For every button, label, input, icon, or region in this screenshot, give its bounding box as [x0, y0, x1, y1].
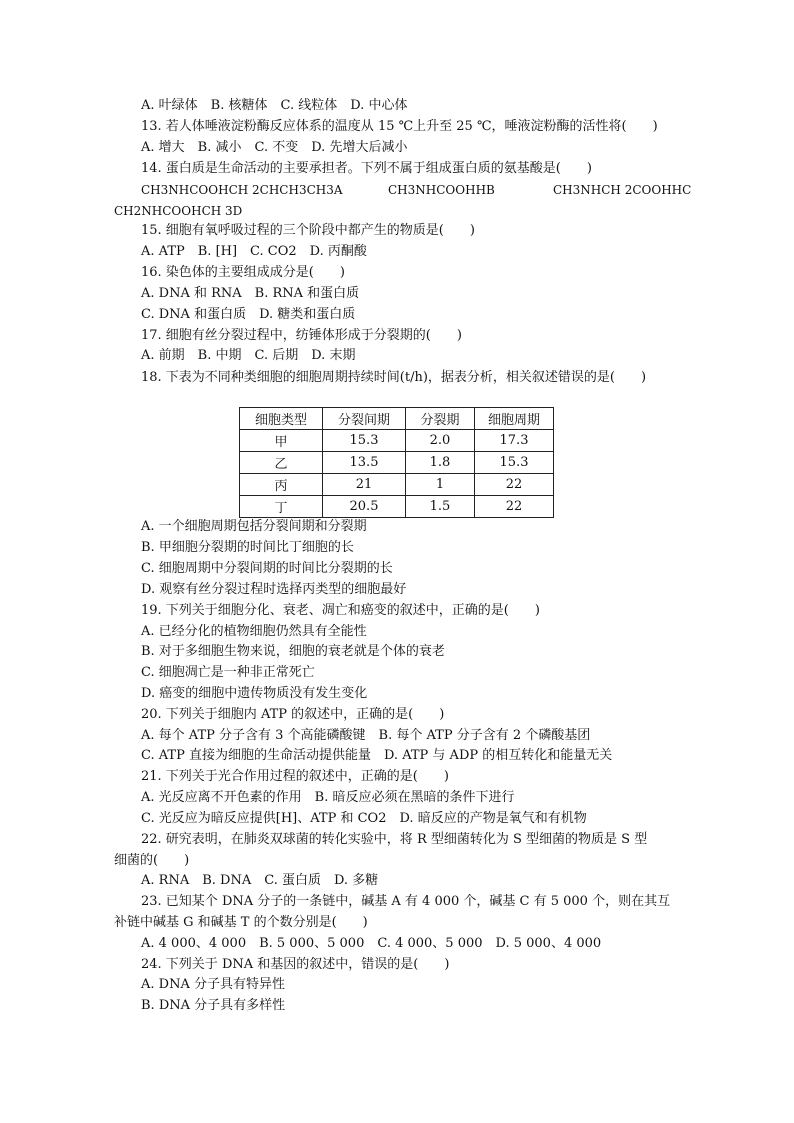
text-line: A. DNA 分子具有特异性 [141, 977, 285, 992]
table-cell: 1.5 [406, 496, 475, 518]
table-cell: 15.3 [475, 452, 554, 474]
text-line: A. 已经分化的植物细胞仍然具有全能性 [141, 624, 367, 639]
text-line: A. 每个 ATP 分子含有 3 个高能磷酸键 B. 每个 ATP 分子含有 2 个磷酸基团 [141, 728, 591, 743]
table-row [240, 496, 554, 518]
table-cell: 2.0 [406, 430, 475, 452]
text-line: A. 前期 B. 中期 C. 后期 D. 末期 [141, 348, 356, 363]
table-cell: 1.8 [406, 452, 475, 474]
text-line: A. 4 000、4 000 B. 5 000、5 000 C. 4 000、5 000 D. 5 000、4 000 [141, 936, 602, 951]
table-cell: 15.3 [323, 430, 406, 452]
text-line: A. RNA B. DNA C. 蛋白质 D. 多糖 [141, 873, 379, 888]
text-line: C. 光反应为暗反应提供[H]、ATP 和 CO2 D. 暗反应的产物是氧气和有机物 [141, 811, 587, 826]
question-23: 23. 已知某个 DNA 分子的一条链中，碱基 A 有 4 000 个，碱基 C 有 5 000 个，则在其互 [141, 894, 671, 909]
formula-d: CH2NHCOOHCH 3D [114, 204, 243, 218]
table-cell: 17.3 [475, 430, 554, 452]
table-cell: 22 [475, 474, 554, 496]
question-21: 21. 下列关于光合作用过程的叙述中，正确的是( ) [141, 769, 449, 784]
table-row [240, 452, 554, 474]
text-line: D. 观察有丝分裂过程时选择丙类型的细胞最好 [141, 582, 407, 597]
text-line: A. 叶绿体 B. 核糖体 C. 线粒体 D. 中心体 [141, 98, 408, 113]
table-header-row [240, 408, 554, 430]
table-row [240, 430, 554, 452]
table-cell: 丙 [240, 474, 323, 496]
text-line: C. ATP 直接为细胞的生命活动提供能量 D. ATP 与 ADP 的相互转化和能量无关 [141, 748, 613, 763]
text-line: C. DNA 和蛋白质 D. 糖类和蛋白质 [141, 307, 356, 322]
text-line: B. 甲细胞分裂期的时间比丁细胞的长 [141, 540, 354, 555]
formula-c: CH3NHCH 2COOHHC [553, 183, 692, 197]
text-line: A. 光反应离不开色素的作用 B. 暗反应必须在黑暗的条件下进行 [141, 790, 515, 805]
table-cell: 13.5 [323, 452, 406, 474]
table-cell: 20.5 [323, 496, 406, 518]
table-cell: 丁 [240, 496, 323, 518]
question-18: 18. 下表为不同种类细胞的细胞周期持续时间(t/h)，据表分析，相关叙述错误的是( ) [141, 370, 647, 385]
question-16: 16. 染色体的主要组成成分是( ) [141, 265, 345, 280]
table-header: 分裂期 [406, 408, 475, 430]
question-24: 24. 下列关于 DNA 和基因的叙述中，错误的是( ) [141, 957, 450, 972]
table-header: 细胞周期 [475, 408, 554, 430]
question-13: 13. 若人体唾液淀粉酶反应体系的温度从 15 ℃上升至 25 ℃，唾液淀粉酶的活性将( ) [141, 119, 658, 134]
question-17: 17. 细胞有丝分裂过程中，纺锤体形成于分裂期的( ) [141, 328, 462, 343]
text-line: B. DNA 分子具有多样性 [141, 998, 286, 1013]
question-15: 15. 细胞有氧呼吸过程的三个阶段中都产生的物质是( ) [141, 223, 475, 238]
text-line: A. 增大 B. 减小 C. 不变 D. 先增大后减小 [141, 140, 408, 155]
text-line: 细菌的( ) [114, 853, 190, 868]
table-row [240, 474, 554, 496]
formula-b: CH3NHCOOHHB [388, 183, 495, 197]
formula-a: CH3NHCOOHCH 2CHCH3CH3A [141, 183, 343, 197]
table-cell: 1 [406, 474, 475, 496]
question-20: 20. 下列关于细胞内 ATP 的叙述中，正确的是( ) [141, 707, 445, 722]
text-line: A. 一个细胞周期包括分裂间期和分裂期 [141, 519, 367, 534]
table-cell: 21 [323, 474, 406, 496]
text-line: A. ATP B. [H] C. CO2 D. 丙酮酸 [141, 244, 367, 259]
question-22: 22. 研究表明，在肺炎双球菌的转化实验中，将 R 型细菌转化为 S 型细菌的物质是 S 型 [141, 832, 648, 847]
table-cell: 甲 [240, 430, 323, 452]
table-cell: 22 [475, 496, 554, 518]
question-14: 14. 蛋白质是生命活动的主要承担者。下列不属于组成蛋白质的氨基酸是( ) [141, 161, 592, 176]
table-header: 分裂间期 [323, 408, 406, 430]
cell-cycle-table [239, 407, 554, 518]
table-header: 细胞类型 [240, 408, 323, 430]
text-line: B. 对于多细胞生物来说，细胞的衰老就是个体的衰老 [141, 644, 445, 659]
question-19: 19. 下列关于细胞分化、衰老、凋亡和癌变的叙述中，正确的是( ) [141, 603, 540, 618]
text-line: C. 细胞周期中分裂间期的时间比分裂期的长 [141, 561, 393, 576]
text-line: C. 细胞凋亡是一种非正常死亡 [141, 665, 315, 680]
table-cell: 乙 [240, 452, 323, 474]
text-line: 补链中碱基 G 和碱基 T 的个数分别是( ) [114, 915, 368, 930]
text-line: D. 癌变的细胞中遗传物质没有发生变化 [141, 686, 368, 701]
text-line: A. DNA 和 RNA B. RNA 和蛋白质 [141, 286, 360, 301]
